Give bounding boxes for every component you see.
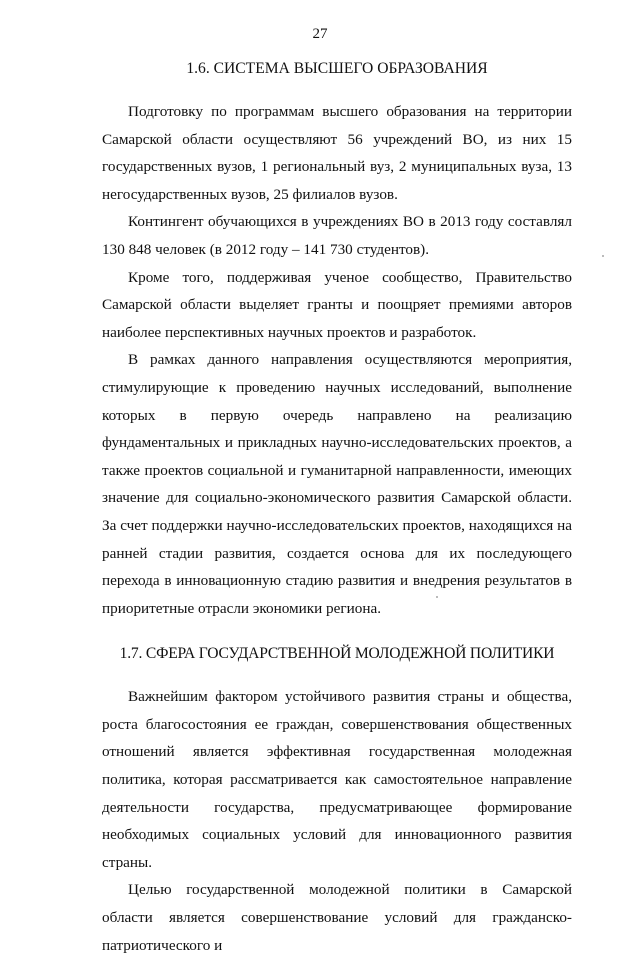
paragraph: Контингент обучающихся в учреждениях ВО в 2013 году составлял 130 848 человек (в 2012 году – 141 730 студентов). <box>102 213 572 258</box>
paragraph: В рамках данного направления осуществляются мероприятия, стимулирующие к проведению научных исследований, выполнение которых в первую очередь направлено на реализацию фундаментальных и прикладных научно-исследовательских проектов, а также проектов социальной и гуманитарной направленности, имеющих значение для социально-экономического развития Самарской области. За счет поддержки научно-исследовательских проектов, находящихся на ранней стадии развития, создается основа для их последующего перехода в инновационную стадию развития и внедрения результатов в приоритетные отрасли экономики региона. <box>102 351 572 617</box>
paragraph: Подготовку по программам высшего образования на территории Самарской области осуществляют 56 учреждений ВО, из них 15 государственных вузов, 1 региональный вуз, 2 муниципальных вуза, 13 негосударственных вузов, 25 филиалов вузов. <box>102 103 572 203</box>
section-heading-youth-policy: 1.7. СФЕРА ГОСУДАРСТВЕННОЙ МОЛОДЕЖНОЙ ПОЛИТИКИ <box>119 645 555 663</box>
page-content <box>102 58 572 959</box>
scan-speck <box>602 255 604 257</box>
section-heading-higher-education: 1.6. СИСТЕМА ВЫСШЕГО ОБРАЗОВАНИЯ <box>186 60 488 77</box>
paragraph: Целью государственной молодежной политики в Самарской области является совершенствование условий для гражданско-патриотического и <box>102 881 572 954</box>
paragraph: Важнейшим фактором устойчивого развития страны и общества, роста благосостояния ее граждан, совершенствования общественных отношений является эффективная государственная молодежная политика, которая рассматривается как самостоятельное направление деятельности государства, предусматривающее формирование необходимых социальных условий для инновационного развития страны. <box>102 688 572 871</box>
page-number: 27 <box>312 26 328 42</box>
paragraph: Кроме того, поддерживая ученое сообщество, Правительство Самарской области выделяет гранты и поощряет премиями авторов наиболее перспективных научных проектов и разработок. <box>102 268 572 341</box>
scan-speck <box>436 596 438 598</box>
